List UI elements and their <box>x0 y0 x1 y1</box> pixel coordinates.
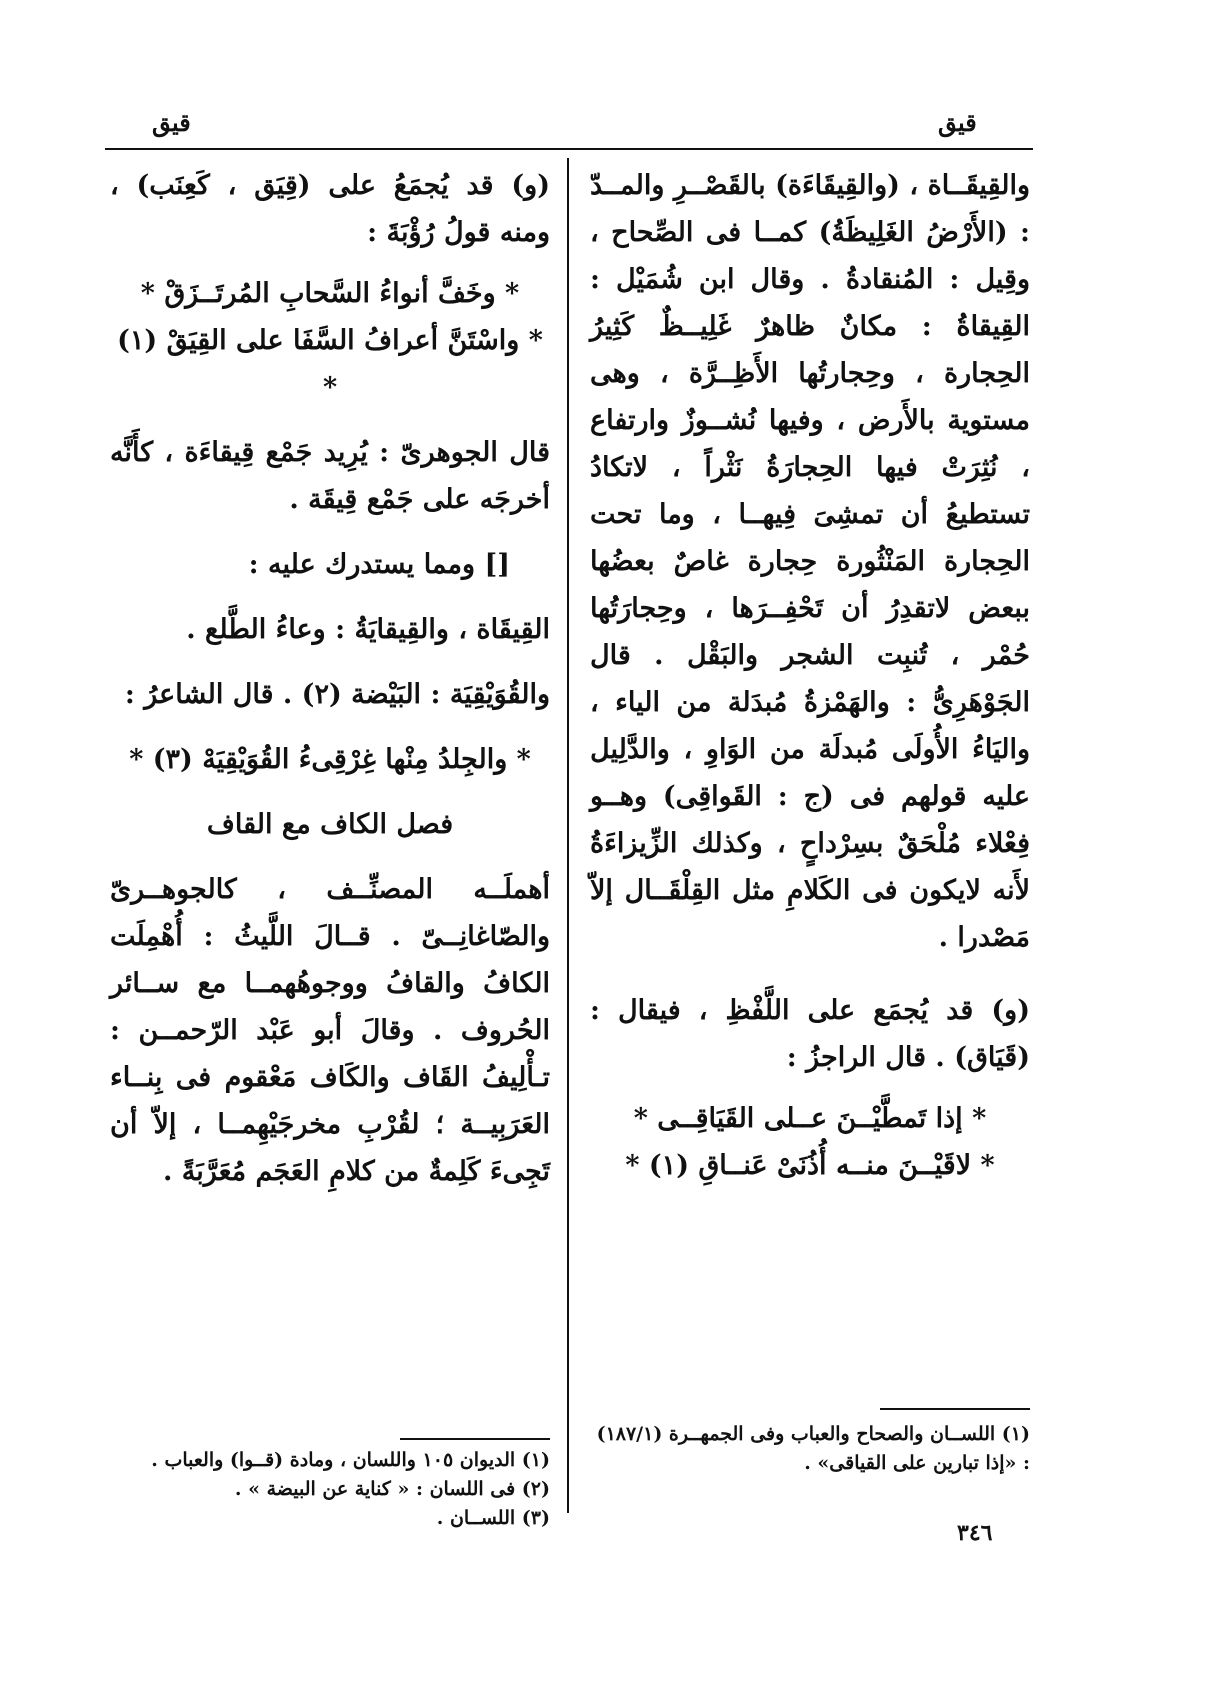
left-verse-1: * وخَفَّ أنواءُ السَّحابِ المُرتَــزَقْ * <box>140 278 520 309</box>
section-heading: فصل الكاف مع القاف <box>206 809 454 840</box>
left-verse-3: * والجِلدُ مِنْها غِرْقِىءُ القُوَيْقِيَهْ (٣) * <box>129 744 531 775</box>
right-column <box>590 162 1030 1189</box>
page-number: ٣٤٦ <box>957 1520 993 1546</box>
left-verse-2: * واسْتَنَّ أعرافُ السَّفَا على القِيَقْ (١) * <box>117 325 543 403</box>
footnote-rule-left <box>400 1438 550 1440</box>
footnote-left-3: (٣) اللســان . <box>436 1507 550 1529</box>
left-paragraph-2: قال الجوهرىّ : يُرِيد جَمْع قِيقاءَة ، كأَنَّه أخرجَه على جَمْع قِيقَة . <box>110 437 550 515</box>
left-paragraph-6: أهملَــه المصنِّــف ، كالجوهــرىّ والصّاغانِــىّ . قــالَ اللَّيثُ : أُهْمِلَت الكافُ والقافُ ووجوهُهمــا مع ســائر الحُروف . وقالَ أبو عَبْد الرّحمــن : تـأْلِيفُ القَاف والكَاف مَعْقوم فى بِنــاء العَرَبِيــة ؛ لقُرْبِ مخرجَيْهِمــا ، إلاّ أن تَجِىءَ كَلِمةٌ من كلامِ العَجَم مُعَرَّبَةً . <box>110 874 550 1187</box>
right-verse-2: * لاقَيْــنَ منــه أُذُنَىْ عَنــاقِ (١) * <box>625 1150 995 1181</box>
footnote-rule-right <box>880 1408 1030 1410</box>
footnotes-left <box>110 1446 550 1533</box>
column-divider <box>567 158 569 1513</box>
left-column <box>110 162 550 1195</box>
footnote-left-1: (١) الديوان ١٠٥ واللسان ، ومادة (قــوا) والعباب . <box>151 1449 550 1471</box>
running-header-right: قيق <box>938 108 977 137</box>
right-verse-1: * إذا تَمطَّيْــنَ عــلى القَيَاقِــى * <box>633 1103 987 1134</box>
left-paragraph-1: (و) قد يُجمَعُ على (قِيَق ، كَعِنَب) ، ومنه قولُ رُؤْبَةَ : <box>110 170 550 248</box>
footnote-right-1: (١) اللســان والصحاح والعباب وفى الجمهــرة (١٨٧/١) : «إذا تبارين على القياقى» . <box>596 1423 1030 1474</box>
left-paragraph-3: [] ومما يستدرك عليه : <box>248 549 510 580</box>
footnote-left-2: (٢) فى اللسان : « كناية عن البيضة » . <box>234 1478 550 1500</box>
left-paragraph-4: القِيقَاة ، والقِيقايَةُ : وعاءُ الطَّلع . <box>186 614 550 645</box>
running-header-left: قيق <box>152 108 191 137</box>
footnotes-right <box>590 1420 1030 1478</box>
right-paragraph-2: (و) قد يُجمَع على اللَّفْظِ ، فيقال : (قَيَاق) . قال الراجزُ : <box>590 995 1030 1073</box>
right-paragraph-1: والقِيقَــاة ، (والقِيقَاءَة) بالقَصْــرِ والمــدّ : (الأَرْضُ الغَلِيظَةُ) كمــا فى الصِّحاح ، وقِيل : المُنقادةُ . وقال ابن شُمَيْل : القِيقاةُ : مكانٌ ظاهرٌ غَلِيــظٌ كَثِيرُ الحِجارة ، وحِجارتُها الأَظِــرَّة ، وهى مستوية بالأَرض ، وفيها نُشــوزٌ وارتفاع ، نُثِرَتْ فيها الحِجارَةُ نَثْراً ، لاتكادُ تستطيعُ أن تمشِىَ فِيهــا ، وما تحت الحِجارة المَنْثُورة حِجارة غاصٌ بعضُها ببعض لاتقدِرُ أن تَحْفِــرَها ، وحِجارَتُها حُمْر ، تُنبِت الشجر والبَقْل . قال الجَوْهَرِىُّ : والهَمْزةُ مُبدَلة من الياء ، واليَاءُ الأُولَى مُبدلَة من الوَاوِ ، والدَّلِيل عليه قولهم فى (ج : القَواقِى) وهــو فِعْلاء مُلْحَقٌ بسِرْداحٍ ، وكذلك الزِّيزاءَةُ لأَنه لايكون فى الكَلامِ مثل القِلْقَــال إلاّ مَصْدرا . <box>590 170 1030 953</box>
header-rule <box>105 148 1033 150</box>
left-paragraph-5: والقُوَيْقِيَة : البَيْضة (٢) . قال الشاعرُ : <box>124 679 550 710</box>
